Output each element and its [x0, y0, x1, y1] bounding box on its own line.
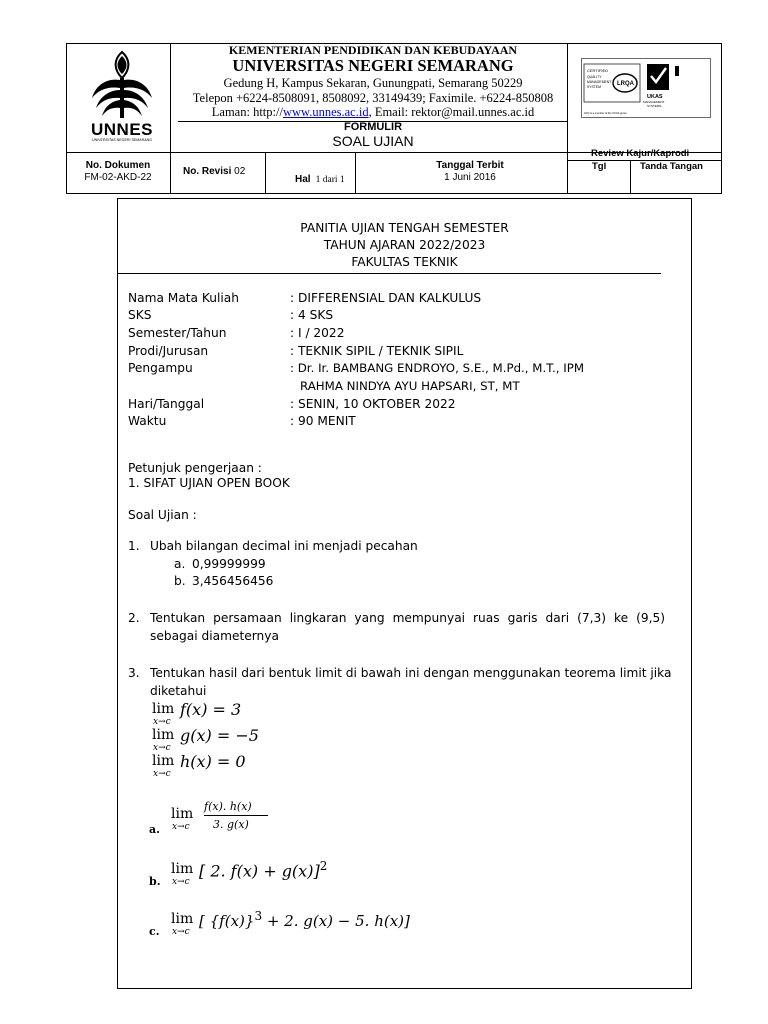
- header-divider: [355, 152, 356, 194]
- page-value: 1 dari 1: [315, 175, 345, 185]
- logo-subtext: UNIVERSITAS NEGERI SEMARANG: [91, 138, 153, 142]
- university-name: UNIVERSITAS NEGERI SEMARANG: [232, 56, 514, 75]
- university-phone: Telepon +6224-8508091, 8508092, 33149439; Faximile. +6224-850808: [192, 91, 554, 105]
- doc-number-value: FM-02-AKD-22: [84, 172, 152, 183]
- instructions-title: Petunjuk pengerjaan :: [128, 461, 262, 475]
- list-marker: b.: [174, 574, 186, 588]
- lim-subscript: x→c: [153, 743, 171, 753]
- svg-text:MANAGEMENT: MANAGEMENT: [587, 80, 612, 84]
- ministry-name: KEMENTERIAN PENDIDIKAN DAN KEBUDAYAAN: [228, 43, 518, 57]
- lim-subscript: x→c: [153, 769, 171, 779]
- info-label: Semester/Tahun: [128, 326, 227, 340]
- doc-number-label: No. Dokumen: [85, 160, 151, 171]
- issue-date-label: Tanggal Terbit: [436, 160, 504, 171]
- question-number: 3.: [128, 666, 140, 680]
- info-value: : 4 SKS: [290, 308, 334, 322]
- given-expression: g(x) = −5: [180, 726, 259, 745]
- page-label: Hal: [295, 174, 311, 185]
- logo-wordmark: UNNES: [90, 120, 153, 139]
- info-value: : DIFFERENSIAL DAN KALKULUS: [290, 291, 482, 305]
- exam-title-line: FAKULTAS TEKNIK: [351, 255, 458, 269]
- given-limit: [152, 752, 272, 778]
- info-value: : TEKNIK SIPIL / TEKNIK SIPIL: [290, 344, 464, 358]
- info-label: Prodi/Jurusan: [128, 344, 209, 358]
- issue-date-value: 1 Juni 2016: [444, 172, 496, 183]
- info-value: : Dr. Ir. BAMBANG ENDROYO, S.E., M.Pd., M.T., IPM: [290, 361, 585, 375]
- lim-subscript: x→c: [153, 717, 171, 727]
- revision-cell: [183, 166, 245, 177]
- lim-subscript: x→c: [172, 822, 190, 832]
- lim-word: lim: [152, 727, 175, 743]
- revision-value: 02: [234, 166, 246, 177]
- info-label: Nama Mata Kuliah: [128, 291, 239, 305]
- question-text: Tentukan hasil dari bentuk limit di bawah ini dengan menggunakan teorema limit jika: [150, 666, 672, 680]
- svg-text:QUALITY: QUALITY: [587, 75, 602, 79]
- lim-word: lim: [171, 806, 194, 822]
- form-label: FORMULIR: [343, 121, 403, 133]
- limit-expression: [ $\{f(x)\}^3 + 2$. g(x) − 5. h(x)]: [199, 909, 410, 930]
- review-signature-label: Tanda Tangan: [640, 161, 703, 172]
- header-divider: [265, 152, 266, 194]
- part-marker: b.: [149, 875, 161, 888]
- question-number: 1.: [128, 539, 140, 553]
- university-contact: [178, 105, 568, 120]
- info-value: : I / 2022: [290, 326, 345, 340]
- svg-text:UKAS: UKAS: [647, 94, 663, 100]
- exam-title-line: PANITIA UJIAN TENGAH SEMESTER: [300, 221, 509, 235]
- header-divider: [170, 43, 171, 152]
- limit-part-b: [171, 856, 371, 890]
- fraction-bar: [204, 815, 268, 816]
- lim-subscript: x→c: [172, 877, 190, 887]
- info-label: SKS: [128, 308, 152, 322]
- review-date-label: Tgl: [592, 161, 607, 172]
- given-expression: f(x) = 3: [180, 700, 242, 719]
- question-text: diketahui: [150, 684, 207, 698]
- lim-word: lim: [171, 861, 194, 877]
- exam-title-line: TAHUN AJARAN 2022/2023: [323, 238, 486, 252]
- university-address: Gedung H, Kampus Sekaran, Gunungpati, Semarang 50229: [223, 76, 523, 90]
- part-marker: c.: [149, 925, 160, 938]
- limit-part-a: [171, 800, 291, 840]
- svg-text:LRQ is a member of the UKAS gr: LRQ is a member of the UKAS group: [584, 112, 627, 115]
- lim-word: lim: [171, 911, 194, 927]
- info-label: Waktu: [128, 414, 167, 428]
- iso-certificate-badge: [581, 58, 711, 118]
- list-item: 0,99999999: [192, 557, 266, 571]
- info-label: Pengampu: [128, 361, 193, 375]
- header-divider: [66, 152, 567, 153]
- info-value: : 90 MENIT: [290, 414, 356, 428]
- limit-part-c: [171, 906, 471, 940]
- info-label: Hari/Tanggal: [128, 397, 205, 411]
- svg-text:SYSTEMS: SYSTEMS: [647, 104, 662, 108]
- page-cell: [295, 167, 345, 186]
- limit-expression: [ 2. f(x) + g(x)]$^2$: [199, 859, 328, 881]
- given-expression: h(x) = 0: [180, 752, 246, 771]
- questions-title: Soal Ujian :: [128, 508, 197, 522]
- info-value: RAHMA NINDYA AYU HAPSARI, ST, MT: [300, 379, 520, 393]
- lim-subscript: x→c: [172, 927, 190, 937]
- lim-word: lim: [152, 753, 175, 769]
- web-prefix: Laman: http://: [211, 105, 283, 119]
- question-text: Tentukan persamaan lingkaran yang mempunyai ruas garis dari (7,3) ke (9,5): [150, 611, 665, 625]
- lim-word: lim: [152, 701, 175, 717]
- unnes-logo: [84, 50, 160, 144]
- question-text: sebagai diameternya: [150, 629, 279, 643]
- svg-text:CERTIFIED: CERTIFIED: [587, 68, 609, 73]
- title-underline: [117, 273, 661, 274]
- header-divider: [170, 152, 171, 194]
- question-text: Ubah bilangan decimal ini menjadi pecahan: [150, 539, 418, 553]
- revision-label: No. Revisi: [183, 166, 232, 177]
- given-limit: [152, 700, 272, 726]
- list-marker: a.: [174, 557, 186, 571]
- review-label: Review Kajur/Kaprodi: [591, 148, 690, 159]
- instruction-item: 1. SIFAT UJIAN OPEN BOOK: [128, 476, 290, 490]
- svg-text:LRQA: LRQA: [617, 81, 634, 87]
- fraction-numerator: f(x). h(x): [204, 800, 252, 813]
- given-limit: [152, 726, 272, 752]
- svg-text:SYSTEM: SYSTEM: [587, 85, 601, 89]
- header-divider: [630, 160, 631, 194]
- svg-text:MANAGEMENT: MANAGEMENT: [643, 100, 665, 104]
- info-value: : SENIN, 10 OKTOBER 2022: [290, 397, 456, 411]
- part-marker: a.: [149, 823, 160, 836]
- list-item: 3,456456456: [192, 574, 274, 588]
- website-link[interactable]: www.unnes.ac.id: [282, 105, 369, 119]
- question-number: 2.: [128, 611, 140, 625]
- form-title: SOAL UJIAN: [332, 133, 414, 149]
- email-text: , Email: rektor@mail.unnes.ac.id: [368, 105, 535, 119]
- fraction-denominator: 3. g(x): [213, 818, 249, 831]
